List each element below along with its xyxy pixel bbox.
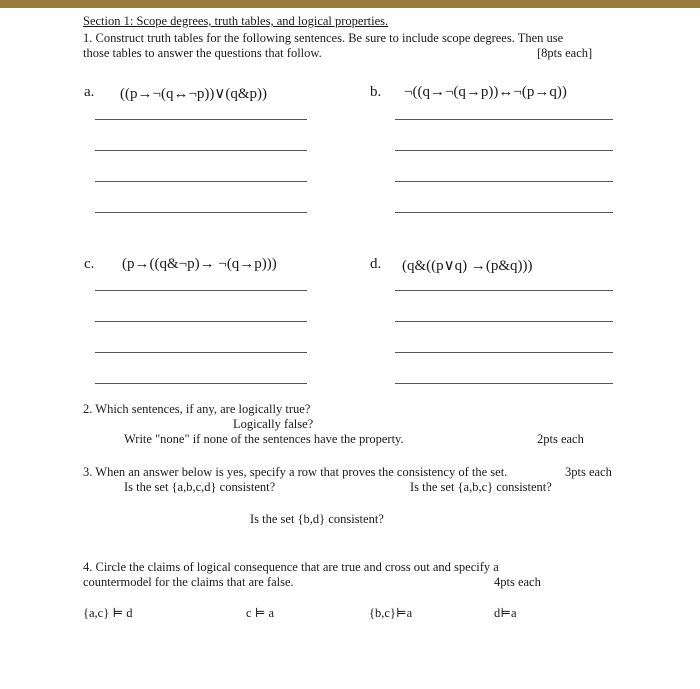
section-title: Section 1: Scope degrees, truth tables, and logical properties. [83, 14, 389, 28]
answer-line[interactable] [95, 383, 307, 384]
answer-line[interactable] [395, 119, 613, 120]
part-d-label: d. [370, 256, 382, 272]
claim-item[interactable]: {b,c}⊨a [369, 606, 413, 620]
part-b-formula: ¬((q→¬(q→p))↔¬(p→q)) [404, 84, 567, 100]
q4-points: 4pts each [494, 575, 541, 589]
q2-line1: 2. Which sentences, if any, are logically true? [83, 402, 311, 416]
claim-item[interactable]: c ⊨ a [246, 606, 275, 620]
q4-line2: countermodel for the claims that are false. [83, 575, 294, 589]
answer-line[interactable] [395, 321, 613, 322]
part-a-formula: ((p→¬(q↔¬p))∨(q&p)) [120, 86, 268, 102]
claim-item[interactable]: {a,c} ⊨ d [83, 606, 133, 620]
q1-points: [8pts each] [537, 46, 593, 60]
answer-line[interactable] [95, 150, 307, 151]
q1-instructions-line1: 1. Construct truth tables for the following sentences. Be sure to include scope degrees. Then use [83, 31, 564, 45]
answer-line[interactable] [395, 181, 613, 182]
q3-points: 3pts each [565, 465, 612, 479]
answer-line[interactable] [95, 212, 307, 213]
claim-item[interactable]: d⊨a [494, 606, 517, 620]
answer-line[interactable] [395, 150, 613, 151]
answer-line[interactable] [95, 290, 307, 291]
answer-line[interactable] [95, 352, 307, 353]
q3-ask3: Is the set {b,d} consistent? [250, 512, 384, 526]
q1-instructions-line2: those tables to answer the questions that follow. [83, 46, 322, 60]
q3-ask2: Is the set {a,b,c} consistent? [410, 480, 552, 494]
part-b-label: b. [370, 84, 382, 100]
top-border [0, 0, 700, 8]
answer-line[interactable] [395, 290, 613, 291]
answer-line[interactable] [95, 119, 307, 120]
q3-ask1: Is the set {a,b,c,d} consistent? [124, 480, 276, 494]
part-a-label: a. [84, 84, 95, 100]
answer-line[interactable] [95, 321, 307, 322]
answer-line[interactable] [95, 181, 307, 182]
part-d-formula: (q&((p∨q) →(p&q))) [402, 258, 533, 274]
answer-line[interactable] [395, 212, 613, 213]
q2-points: 2pts each [537, 432, 584, 446]
q2-line3: Write "none" if none of the sentences have the property. [124, 432, 404, 446]
answer-line[interactable] [395, 383, 613, 384]
answer-line[interactable] [395, 352, 613, 353]
part-c-label: c. [84, 256, 95, 272]
part-c-formula: (p→((q&¬p)→ ¬(q→p))) [122, 256, 277, 272]
q2-line2: Logically false? [233, 417, 314, 431]
q3-line1: 3. When an answer below is yes, specify a row that proves the consistency of the set. [83, 465, 508, 479]
q4-line1: 4. Circle the claims of logical consequence that are true and cross out and specify a [83, 560, 499, 574]
